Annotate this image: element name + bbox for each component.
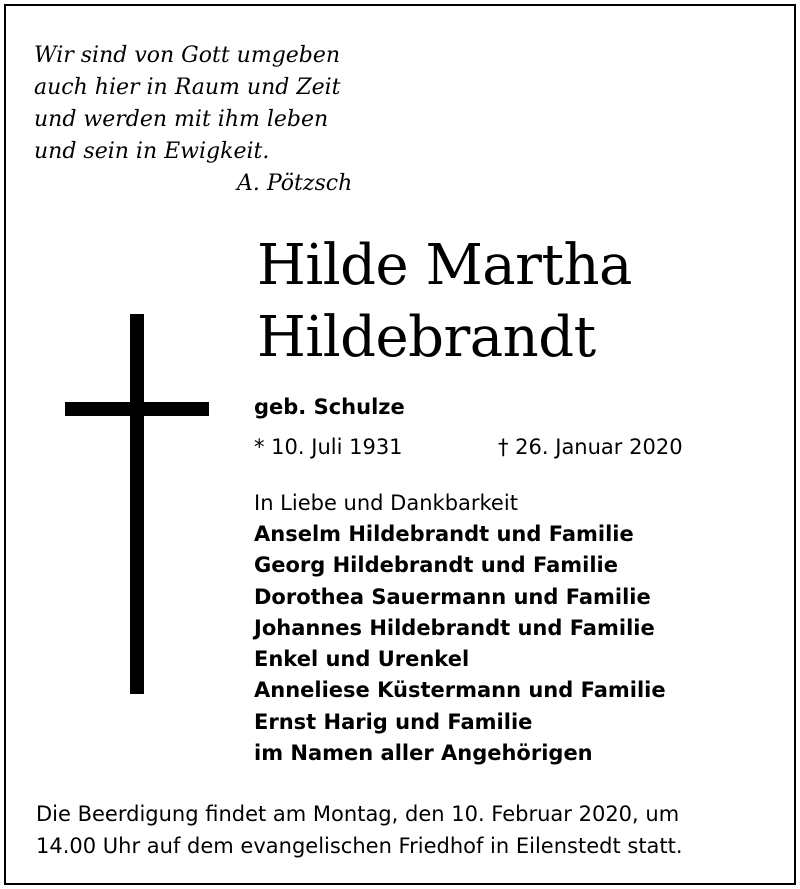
poem-line: Wir sind von Gott umgeben — [34, 43, 341, 68]
mourner-entry: Dorothea Sauermann und Familie — [254, 584, 651, 609]
poem-line: und sein in Ewigkeit. — [34, 139, 270, 164]
mourner-entry: Ernst Harig und Familie — [254, 709, 533, 734]
mourner-entry: Georg Hildebrandt und Familie — [254, 553, 618, 578]
cross-horizontal-bar — [65, 402, 209, 416]
mourner-entry: Enkel und Urenkel — [254, 647, 470, 672]
deceased-name-first: Hilde Martha — [257, 233, 632, 298]
burial-notice — [36, 798, 683, 862]
deceased-name-last: Hildebrandt — [257, 305, 596, 370]
poem-line: und werden mit ihm leben — [34, 107, 329, 132]
burial-line: Die Beerdigung findet am Montag, den 10. Februar 2020, um — [36, 802, 680, 826]
birth-date: * 10. Juli 1931 — [254, 435, 403, 459]
mourners-intro: In Liebe und Dankbarkeit — [254, 491, 518, 515]
obituary-frame — [4, 4, 796, 885]
mourner-entry: Anneliese Küstermann und Familie — [254, 678, 666, 703]
burial-line: 14.00 Uhr auf dem evangelischen Friedhof in Eilenstedt statt. — [36, 834, 683, 858]
death-date: † 26. Januar 2020 — [498, 435, 683, 459]
maiden-name: geb. Schulze — [254, 395, 405, 419]
poem-author: A. Pötzsch — [237, 171, 353, 196]
mourner-entry: im Namen aller Angehörigen — [254, 741, 593, 766]
mourner-entry: Johannes Hildebrandt und Familie — [254, 615, 655, 640]
cross-vertical-bar — [130, 314, 144, 694]
mourners-list — [254, 519, 666, 769]
poem-line: auch hier in Raum und Zeit — [34, 75, 341, 100]
mourner-entry: Anselm Hildebrandt und Familie — [254, 522, 634, 546]
poem — [34, 40, 341, 168]
